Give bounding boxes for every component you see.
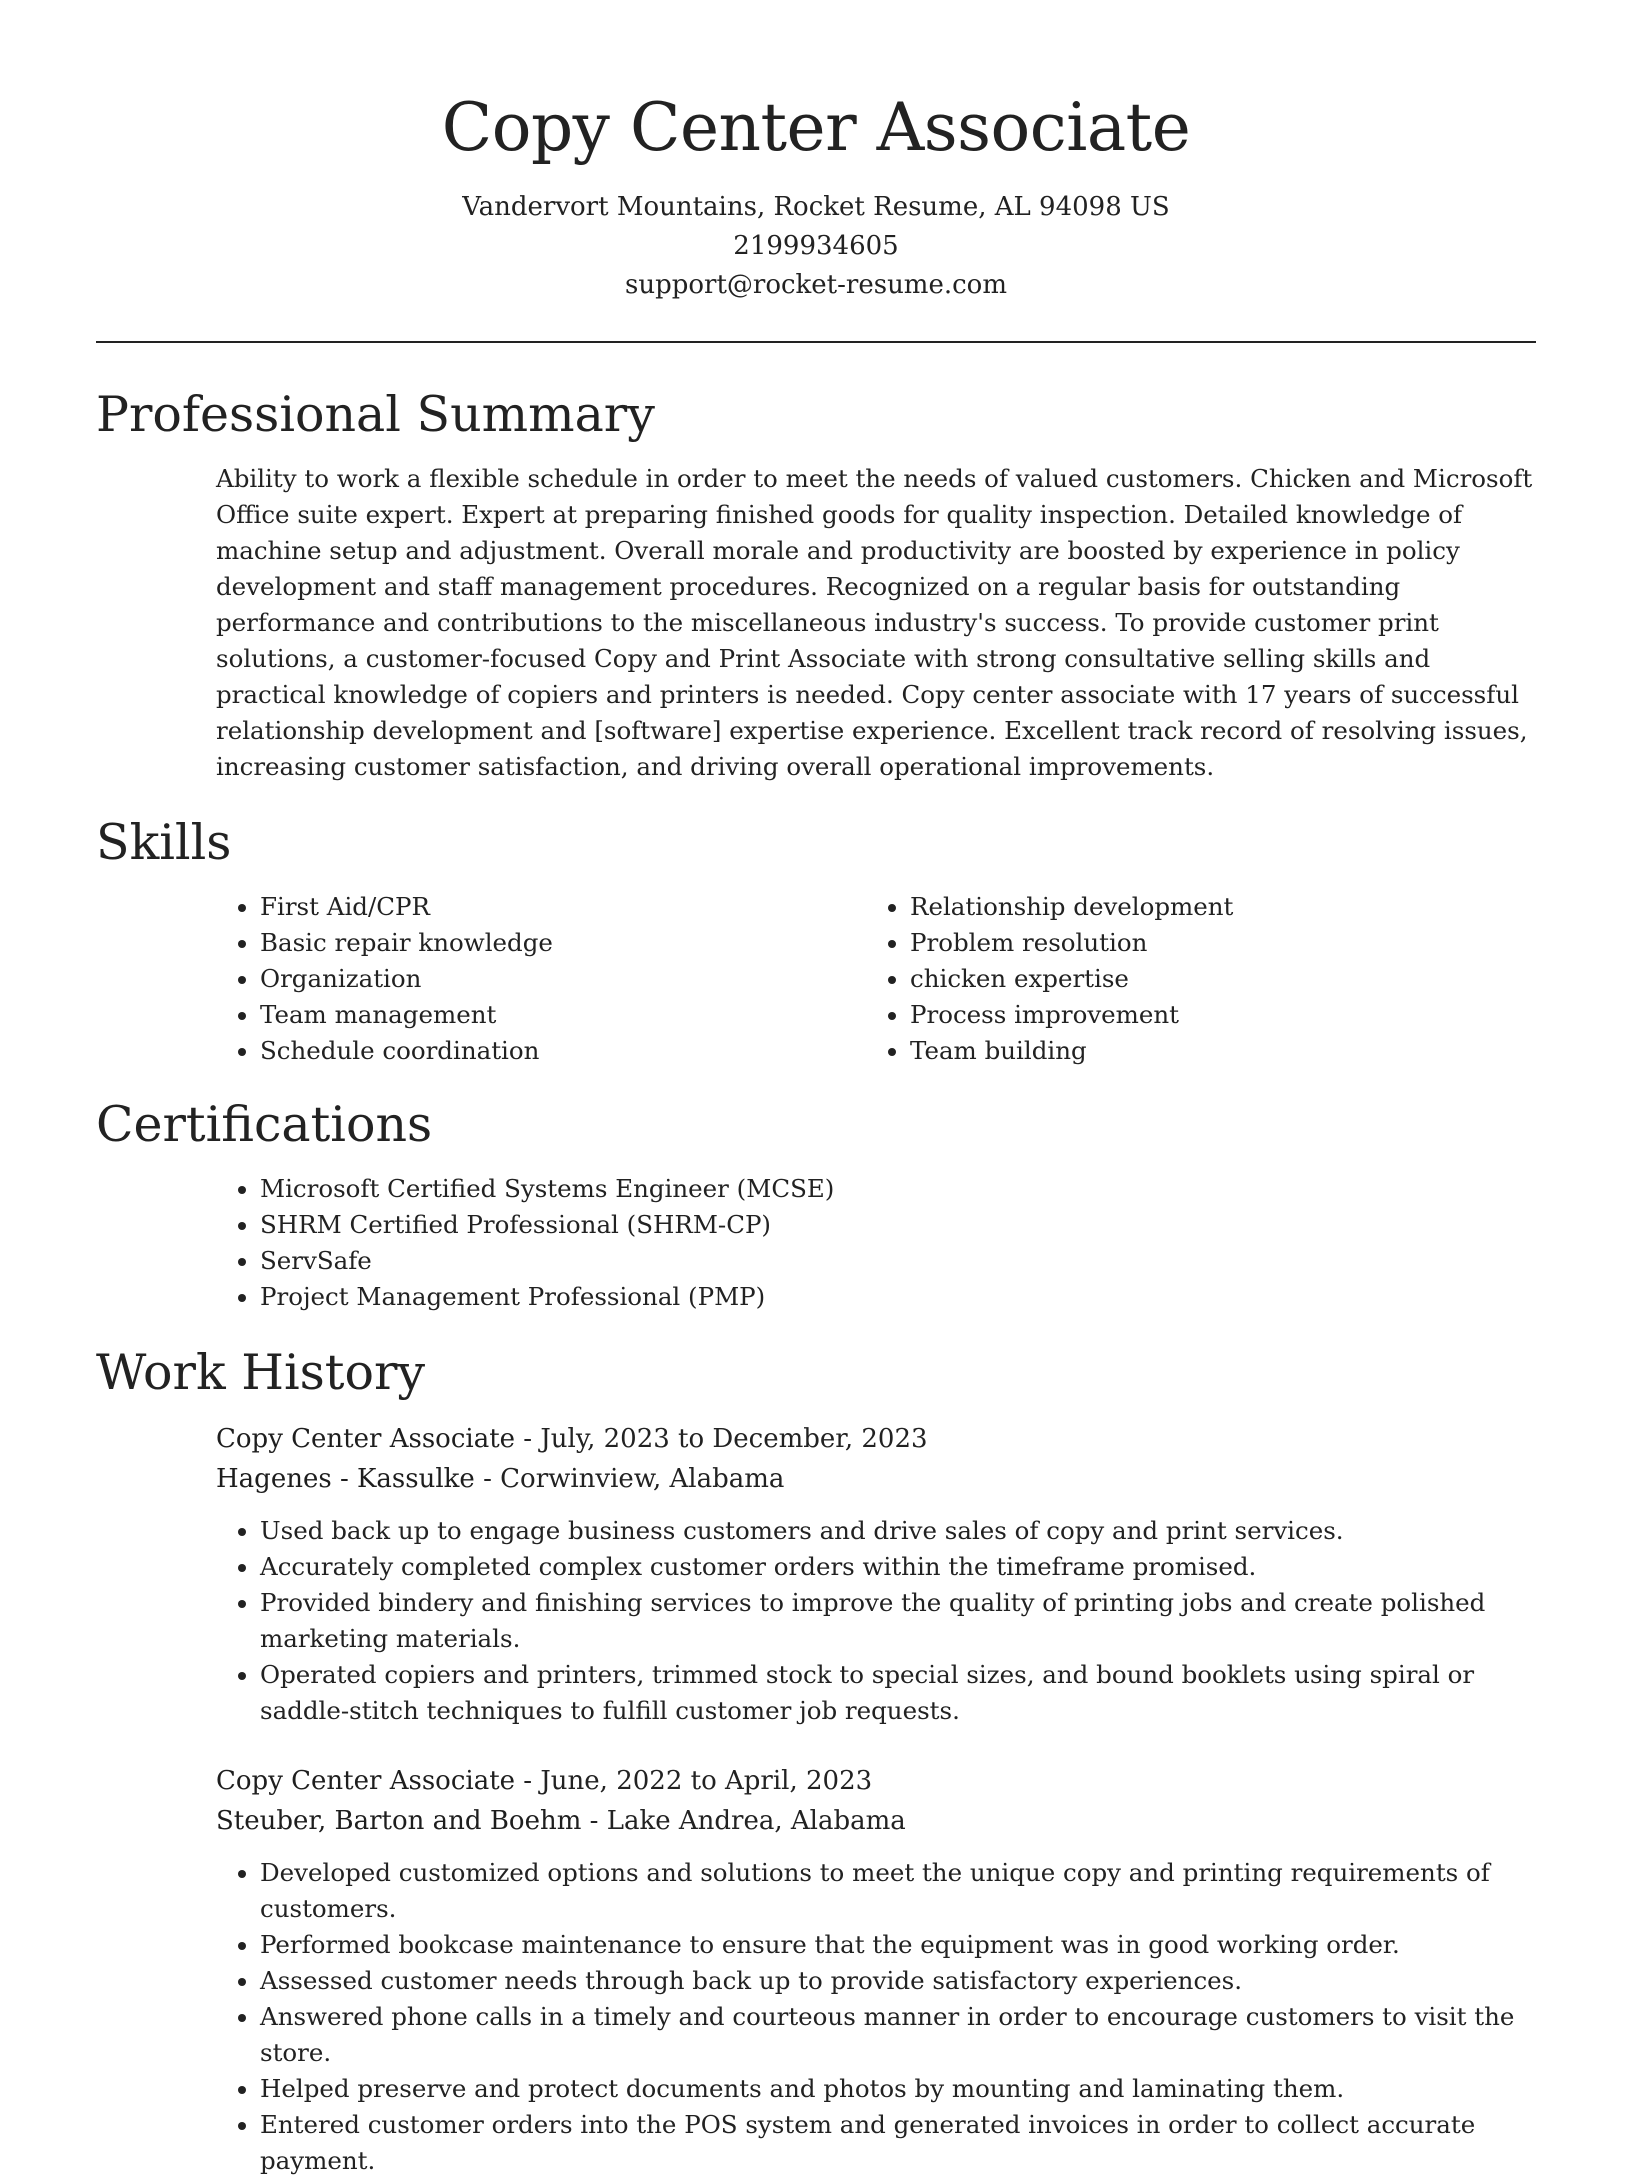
- skill-item: • Schedule coordination: [260, 1033, 866, 1069]
- skill-item: • Relationship development: [910, 889, 1516, 925]
- job-bullets: [216, 1855, 1536, 2179]
- job-bullet: • Provided bindery and finishing services to improve the quality of printing jobs and create polished marketing materials.: [260, 1585, 1536, 1657]
- job-bullet: • Answered phone calls in a timely and courteous manner in order to encourage customers to visit the store.: [260, 1999, 1536, 2071]
- summary-heading: Professional Summary: [96, 386, 655, 443]
- job-dates: June, 2022 to April, 2023: [540, 1766, 873, 1796]
- job-location: Lake Andrea, Alabama: [606, 1806, 906, 1836]
- header-divider: [96, 341, 1536, 343]
- summary-text: Ability to work a flexible schedule in order to meet the needs of valued customers. Chicken and Microsoft Office suite expert. Expert at preparing finished goods for quality inspection. Detailed knowledge of machine setup and adjustment. Overall morale and productivity are boosted by experience in policy development and staff management procedures. Recognized on a regular basis for outstanding performance and contributions to the miscellaneous industry's success. To provide customer print solutions, a customer-focused Copy and Print Associate with strong consultative selling skills and practical knowledge of copiers and printers is needed. Copy center associate with 17 years of successful relationship development and [software] expertise experience. Excellent track record of resolving issues, increasing customer satisfaction, and driving overall operational improvements.: [216, 464, 1533, 781]
- job-entry: [216, 1761, 1536, 2179]
- job-bullets: [216, 1513, 1536, 1729]
- job-bullet: • Entered customer orders into the POS system and generated invoices in order to collect accurate payment.: [260, 2107, 1536, 2179]
- job-role: Copy Center Associate: [216, 1766, 516, 1796]
- skill-item: • Process improvement: [910, 997, 1516, 1033]
- resume-name: Copy Center Associate: [441, 89, 1191, 166]
- skill-item: • Organization: [260, 961, 866, 997]
- resume-header: [96, 0, 1536, 305]
- skill-item: • Basic repair knowledge: [260, 925, 866, 961]
- skills-column-left: [216, 889, 866, 1069]
- certification-item: • Project Management Professional (PMP): [260, 1279, 1536, 1315]
- job-location: Corwinview, Alabama: [500, 1464, 785, 1494]
- skill-item: • First Aid/CPR: [260, 889, 866, 925]
- job-bullet: • Operated copiers and printers, trimmed stock to special sizes, and bound booklets using spiral or saddle-stitch techniques to fulfill customer job requests.: [260, 1657, 1536, 1729]
- skills-heading: Skills: [96, 814, 232, 871]
- certifications-list: [216, 1171, 1536, 1315]
- skill-item: • Team building: [910, 1033, 1516, 1069]
- job-company-line: Steuber, Barton and Boehm - Lake Andrea, Alabama: [216, 1806, 906, 1836]
- skill-item: • chicken expertise: [910, 961, 1516, 997]
- work-history-heading: Work History: [96, 1344, 426, 1401]
- job-dates: July, 2023 to December, 2023: [540, 1424, 928, 1454]
- skills-list: [216, 889, 1536, 1069]
- job-bullet: • Used back up to engage business customers and drive sales of copy and print services.: [260, 1513, 1536, 1549]
- contact-email: support@rocket-resume.com: [624, 270, 1007, 300]
- job-bullet: • Helped preserve and protect documents and photos by mounting and laminating them.: [260, 2071, 1536, 2107]
- job-bullet: • Developed customized options and solutions to meet the unique copy and printing requirements of customers.: [260, 1855, 1536, 1927]
- job-bullet: • Performed bookcase maintenance to ensure that the equipment was in good working order.: [260, 1927, 1536, 1963]
- job-bullet: • Accurately completed complex customer orders within the timeframe promised.: [260, 1549, 1536, 1585]
- contact-address: Vandervort Mountains, Rocket Resume, AL 94098 US: [462, 192, 1170, 222]
- certification-item: • Microsoft Certified Systems Engineer (MCSE): [260, 1171, 1536, 1207]
- certification-item: • ServSafe: [260, 1243, 1536, 1279]
- job-bullet: • Assessed customer needs through back up to provide satisfactory experiences.: [260, 1963, 1536, 1999]
- job-company-line: Hagenes - Kassulke - Corwinview, Alabama: [216, 1464, 785, 1494]
- job-title-line: Copy Center Associate - July, 2023 to December, 2023: [216, 1424, 928, 1454]
- job-title-line: Copy Center Associate - June, 2022 to April, 2023: [216, 1766, 873, 1796]
- job-role: Copy Center Associate: [216, 1424, 516, 1454]
- job-entry: [216, 1419, 1536, 1729]
- skills-column-right: [866, 889, 1516, 1069]
- skill-item: • Problem resolution: [910, 925, 1516, 961]
- skill-item: • Team management: [260, 997, 866, 1033]
- contact-block: [96, 188, 1536, 305]
- job-company: Steuber, Barton and Boehm: [216, 1806, 582, 1836]
- contact-phone: 2199934605: [733, 231, 899, 261]
- certification-item: • SHRM Certified Professional (SHRM-CP): [260, 1207, 1536, 1243]
- certifications-heading: Certifications: [96, 1096, 433, 1153]
- job-company: Hagenes - Kassulke: [216, 1464, 475, 1494]
